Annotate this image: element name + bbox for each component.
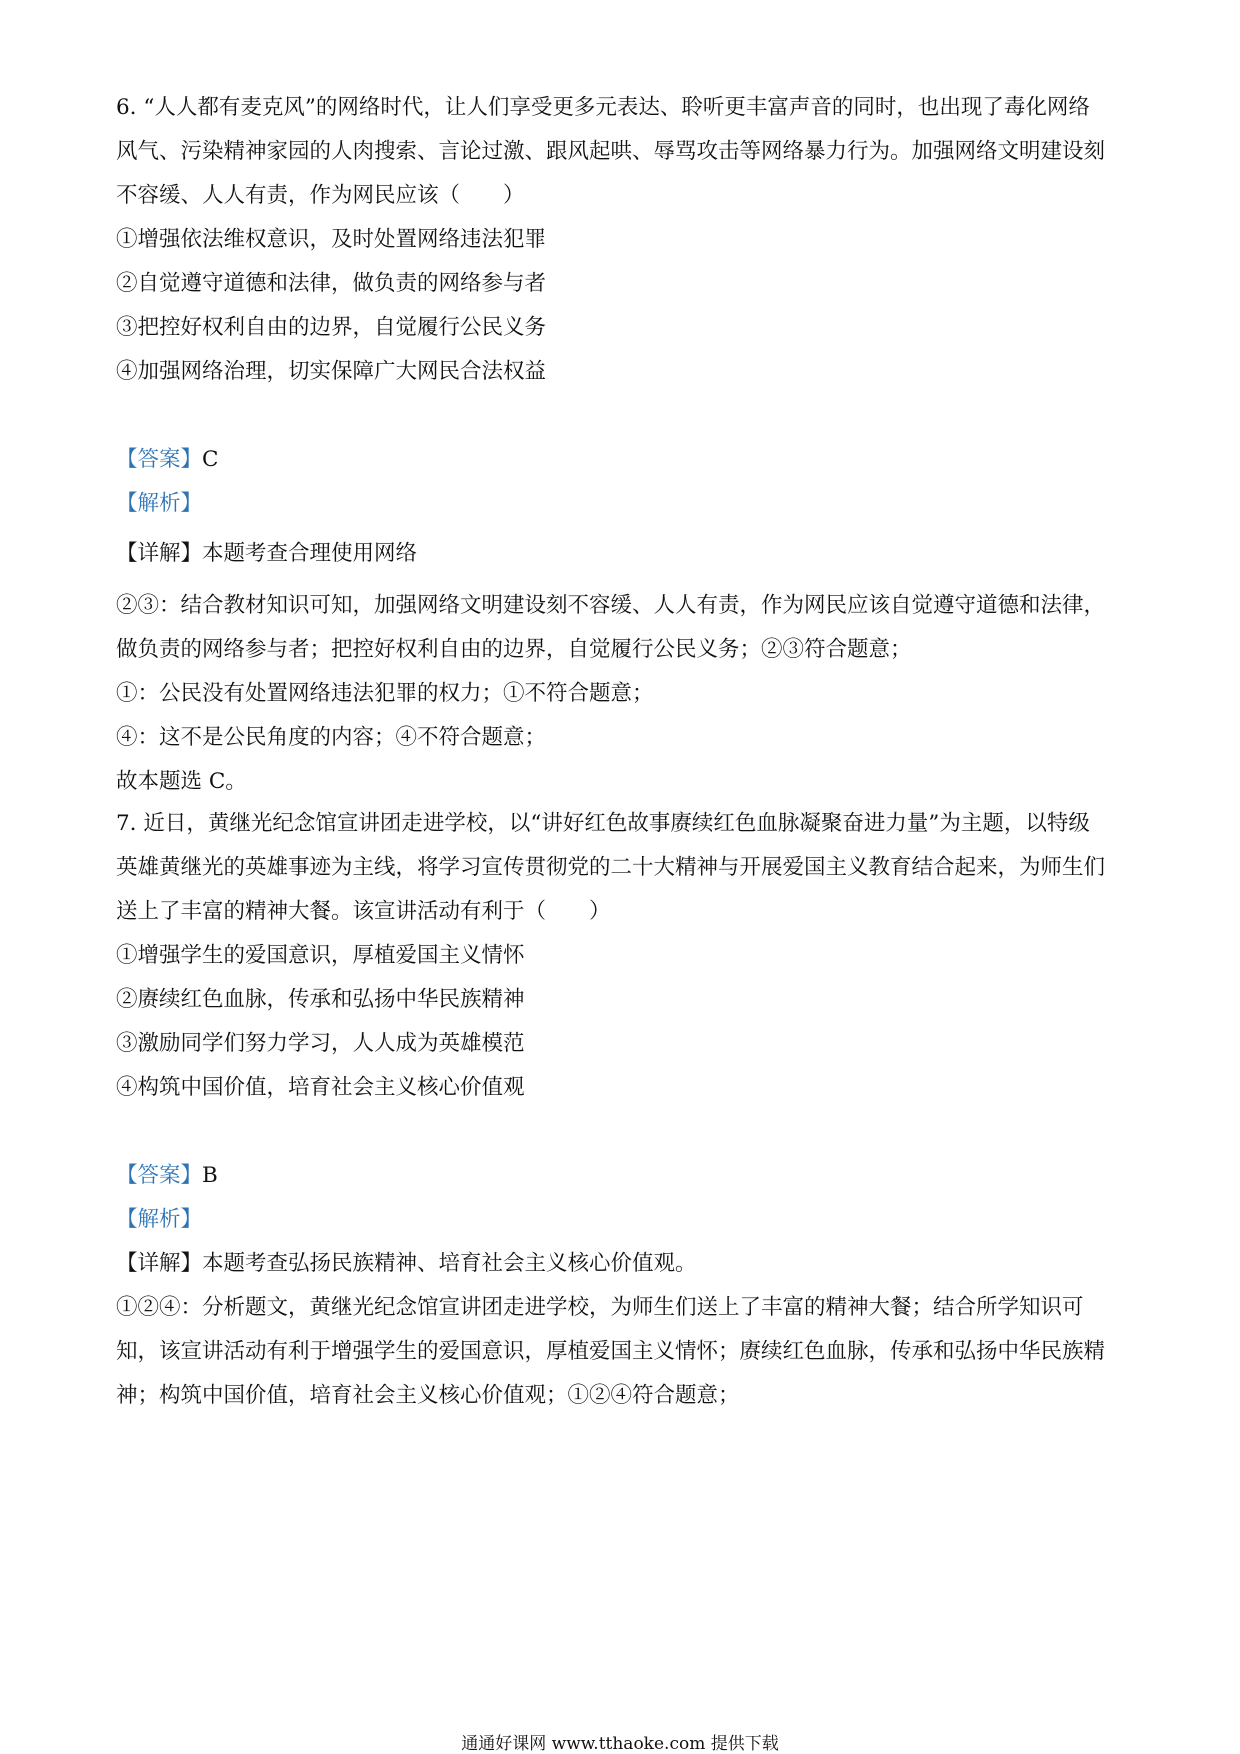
q6-stem-line-1: 6. “人人都有麦克风”的网络时代，让人们享受更多元表达、聆听更丰富声音的同时，也出现了毒化网络 xyxy=(116,95,1090,120)
footer-watermark: 通通好课网 www.tthaoke.com 提供下载 xyxy=(461,1734,779,1754)
q6-stem-line-2: 风气、污染精神家园的人肉搜索、言论过激、跟风起哄、辱骂攻击等网络暴力行为。加强网络文明建设刻 xyxy=(116,139,1106,164)
q6-answer xyxy=(116,444,1132,476)
q6-explanation-4: ④：这不是公民角度的内容；④不符合题意； xyxy=(116,725,547,750)
q7-answer xyxy=(116,1160,1132,1192)
q6-detail: 【详解】本题考查合理使用网络 xyxy=(116,541,418,566)
q6-answer-value: C xyxy=(202,447,219,472)
q7-statement-2: ②赓续红色血脉，传承和弘扬中华民族精神 xyxy=(116,987,525,1012)
q6-explanation-2: 做负责的网络参与者；把控好权利自由的边界，自觉履行公民义务；②③符合题意； xyxy=(116,637,912,662)
q7-statement-3: ③激励同学们努力学习，人人成为英雄模范 xyxy=(116,1031,525,1056)
q7-detail: 【详解】本题考查弘扬民族精神、培育社会主义核心价值观。 xyxy=(116,1251,697,1276)
q6-explanation-1: ②③：结合教材知识可知，加强网络文明建设刻不容缓、人人有责，作为网民应该自觉遵守道德和法律， xyxy=(116,593,1106,618)
q7-answer-value: B xyxy=(202,1163,218,1188)
q6-statement-4: ④加强网络治理，切实保障广大网民合法权益 xyxy=(116,359,547,384)
q7-stem-line-3: 送上了丰富的精神大餐。该宣讲活动有利于（ ） xyxy=(116,899,611,924)
q7-stem-line-2: 英雄黄继光的英雄事迹为主线，将学习宣传贯彻党的二十大精神与开展爱国主义教育结合起来，为师生们 xyxy=(116,855,1106,880)
q6-statement-1: ①增强依法维权意识，及时处置网络违法犯罪 xyxy=(116,227,547,252)
q7-analysis-tag: 【解析】 xyxy=(116,1207,203,1232)
q6-statement-2: ②自觉遵守道德和法律，做负责的网络参与者 xyxy=(116,271,547,296)
q6-answer-tag: 【答案】 xyxy=(116,447,203,472)
q7-explanation-3: 神；构筑中国价值，培育社会主义核心价值观；①②④符合题意； xyxy=(116,1383,740,1408)
q7-stem-line-1: 7. 近日，黄继光纪念馆宣讲团走进学校，以“讲好红色故事赓续红色血脉凝聚奋进力量”为主题，以特级 xyxy=(116,811,1090,836)
q7-statement-4: ④构筑中国价值，培育社会主义核心价值观 xyxy=(116,1075,525,1100)
q6-explanation-3: ①：公民没有处置网络违法犯罪的权力；①不符合题意； xyxy=(116,681,654,706)
q6-analysis-tag: 【解析】 xyxy=(116,491,203,516)
q6-stem-line-3: 不容缓、人人有责，作为网民应该（ ） xyxy=(116,183,525,208)
q7-explanation-2: 知，该宣讲活动有利于增强学生的爱国意识，厚植爱国主义情怀；赓续红色血脉，传承和弘扬中华民族精 xyxy=(116,1339,1106,1364)
q7-statement-1: ①增强学生的爱国意识，厚植爱国主义情怀 xyxy=(116,943,525,968)
q7-explanation-1: ①②④：分析题文，黄继光纪念馆宣讲团走进学校，为师生们送上了丰富的精神大餐；结合所学知识可 xyxy=(116,1295,1084,1320)
q6-statement-3: ③把控好权利自由的边界，自觉履行公民义务 xyxy=(116,315,547,340)
q7-answer-tag: 【答案】 xyxy=(116,1163,203,1188)
q6-conclusion: 故本题选 C。 xyxy=(116,769,247,794)
